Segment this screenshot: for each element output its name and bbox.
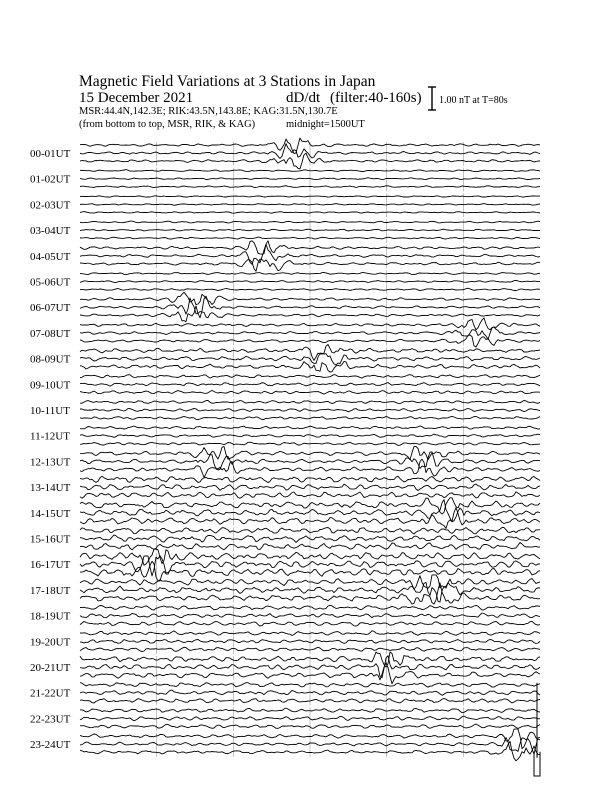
chart-date: 15 December 2021 bbox=[79, 90, 194, 106]
hour-label-1: 01-02UT bbox=[30, 173, 71, 186]
station-order-note: (from bottom to top, MSR, RIK, & KAG) bbox=[79, 119, 256, 130]
scale-label: 1.00 nT at T=80s bbox=[439, 95, 508, 106]
hour-label-4: 04-05UT bbox=[30, 250, 71, 263]
hour-label-14: 14-15UT bbox=[30, 507, 71, 520]
hour-label-20: 20-21UT bbox=[30, 662, 71, 674]
station-coordinates: MSR:44.4N,142.3E; RIK:43.5N,143.8E; KAG:31.5N,130.7E bbox=[79, 106, 338, 117]
hour-label-3: 03-04UT bbox=[30, 225, 71, 238]
hour-label-15: 15-16UT bbox=[30, 533, 71, 546]
hour-label-17: 17-18UT bbox=[30, 584, 71, 597]
tick-markers bbox=[534, 683, 540, 776]
hour-label-5: 05-06UT bbox=[30, 276, 71, 289]
hour-label-6: 06-07UT bbox=[30, 302, 71, 315]
hour-label-16: 16-17UT bbox=[30, 559, 71, 572]
midnight-note: midnight=1500UT bbox=[286, 119, 365, 130]
chart-title: Magnetic Field Variations at 3 Stations in Japan bbox=[79, 73, 376, 90]
hour-label-12: 12-13UT bbox=[30, 456, 71, 469]
hour-label-8: 08-09UT bbox=[30, 353, 71, 366]
hour-label-13: 13-14UT bbox=[30, 482, 71, 495]
hour-label-23: 23-24UT bbox=[30, 739, 71, 752]
hour-label-2: 02-03UT bbox=[30, 199, 71, 212]
chart-filter: (filter:40-160s) bbox=[330, 90, 422, 106]
hour-label-10: 10-11UT bbox=[30, 405, 70, 417]
hour-label-7: 07-08UT bbox=[30, 327, 71, 340]
hour-label-0: 00-01UT bbox=[30, 148, 71, 160]
amplitude-scale-bar bbox=[428, 87, 508, 110]
hour-label-11: 11-12UT bbox=[30, 430, 70, 443]
chart-header bbox=[79, 73, 422, 130]
hour-label-21: 21-22UT bbox=[30, 687, 71, 700]
hour-labels bbox=[30, 148, 71, 751]
hour-label-22: 22-23UT bbox=[30, 713, 71, 726]
hour-label-9: 09-10UT bbox=[30, 379, 71, 392]
hour-label-18: 18-19UT bbox=[30, 610, 71, 623]
chart-quantity: dD/dt bbox=[286, 90, 321, 106]
hour-label-19: 19-20UT bbox=[30, 636, 71, 649]
